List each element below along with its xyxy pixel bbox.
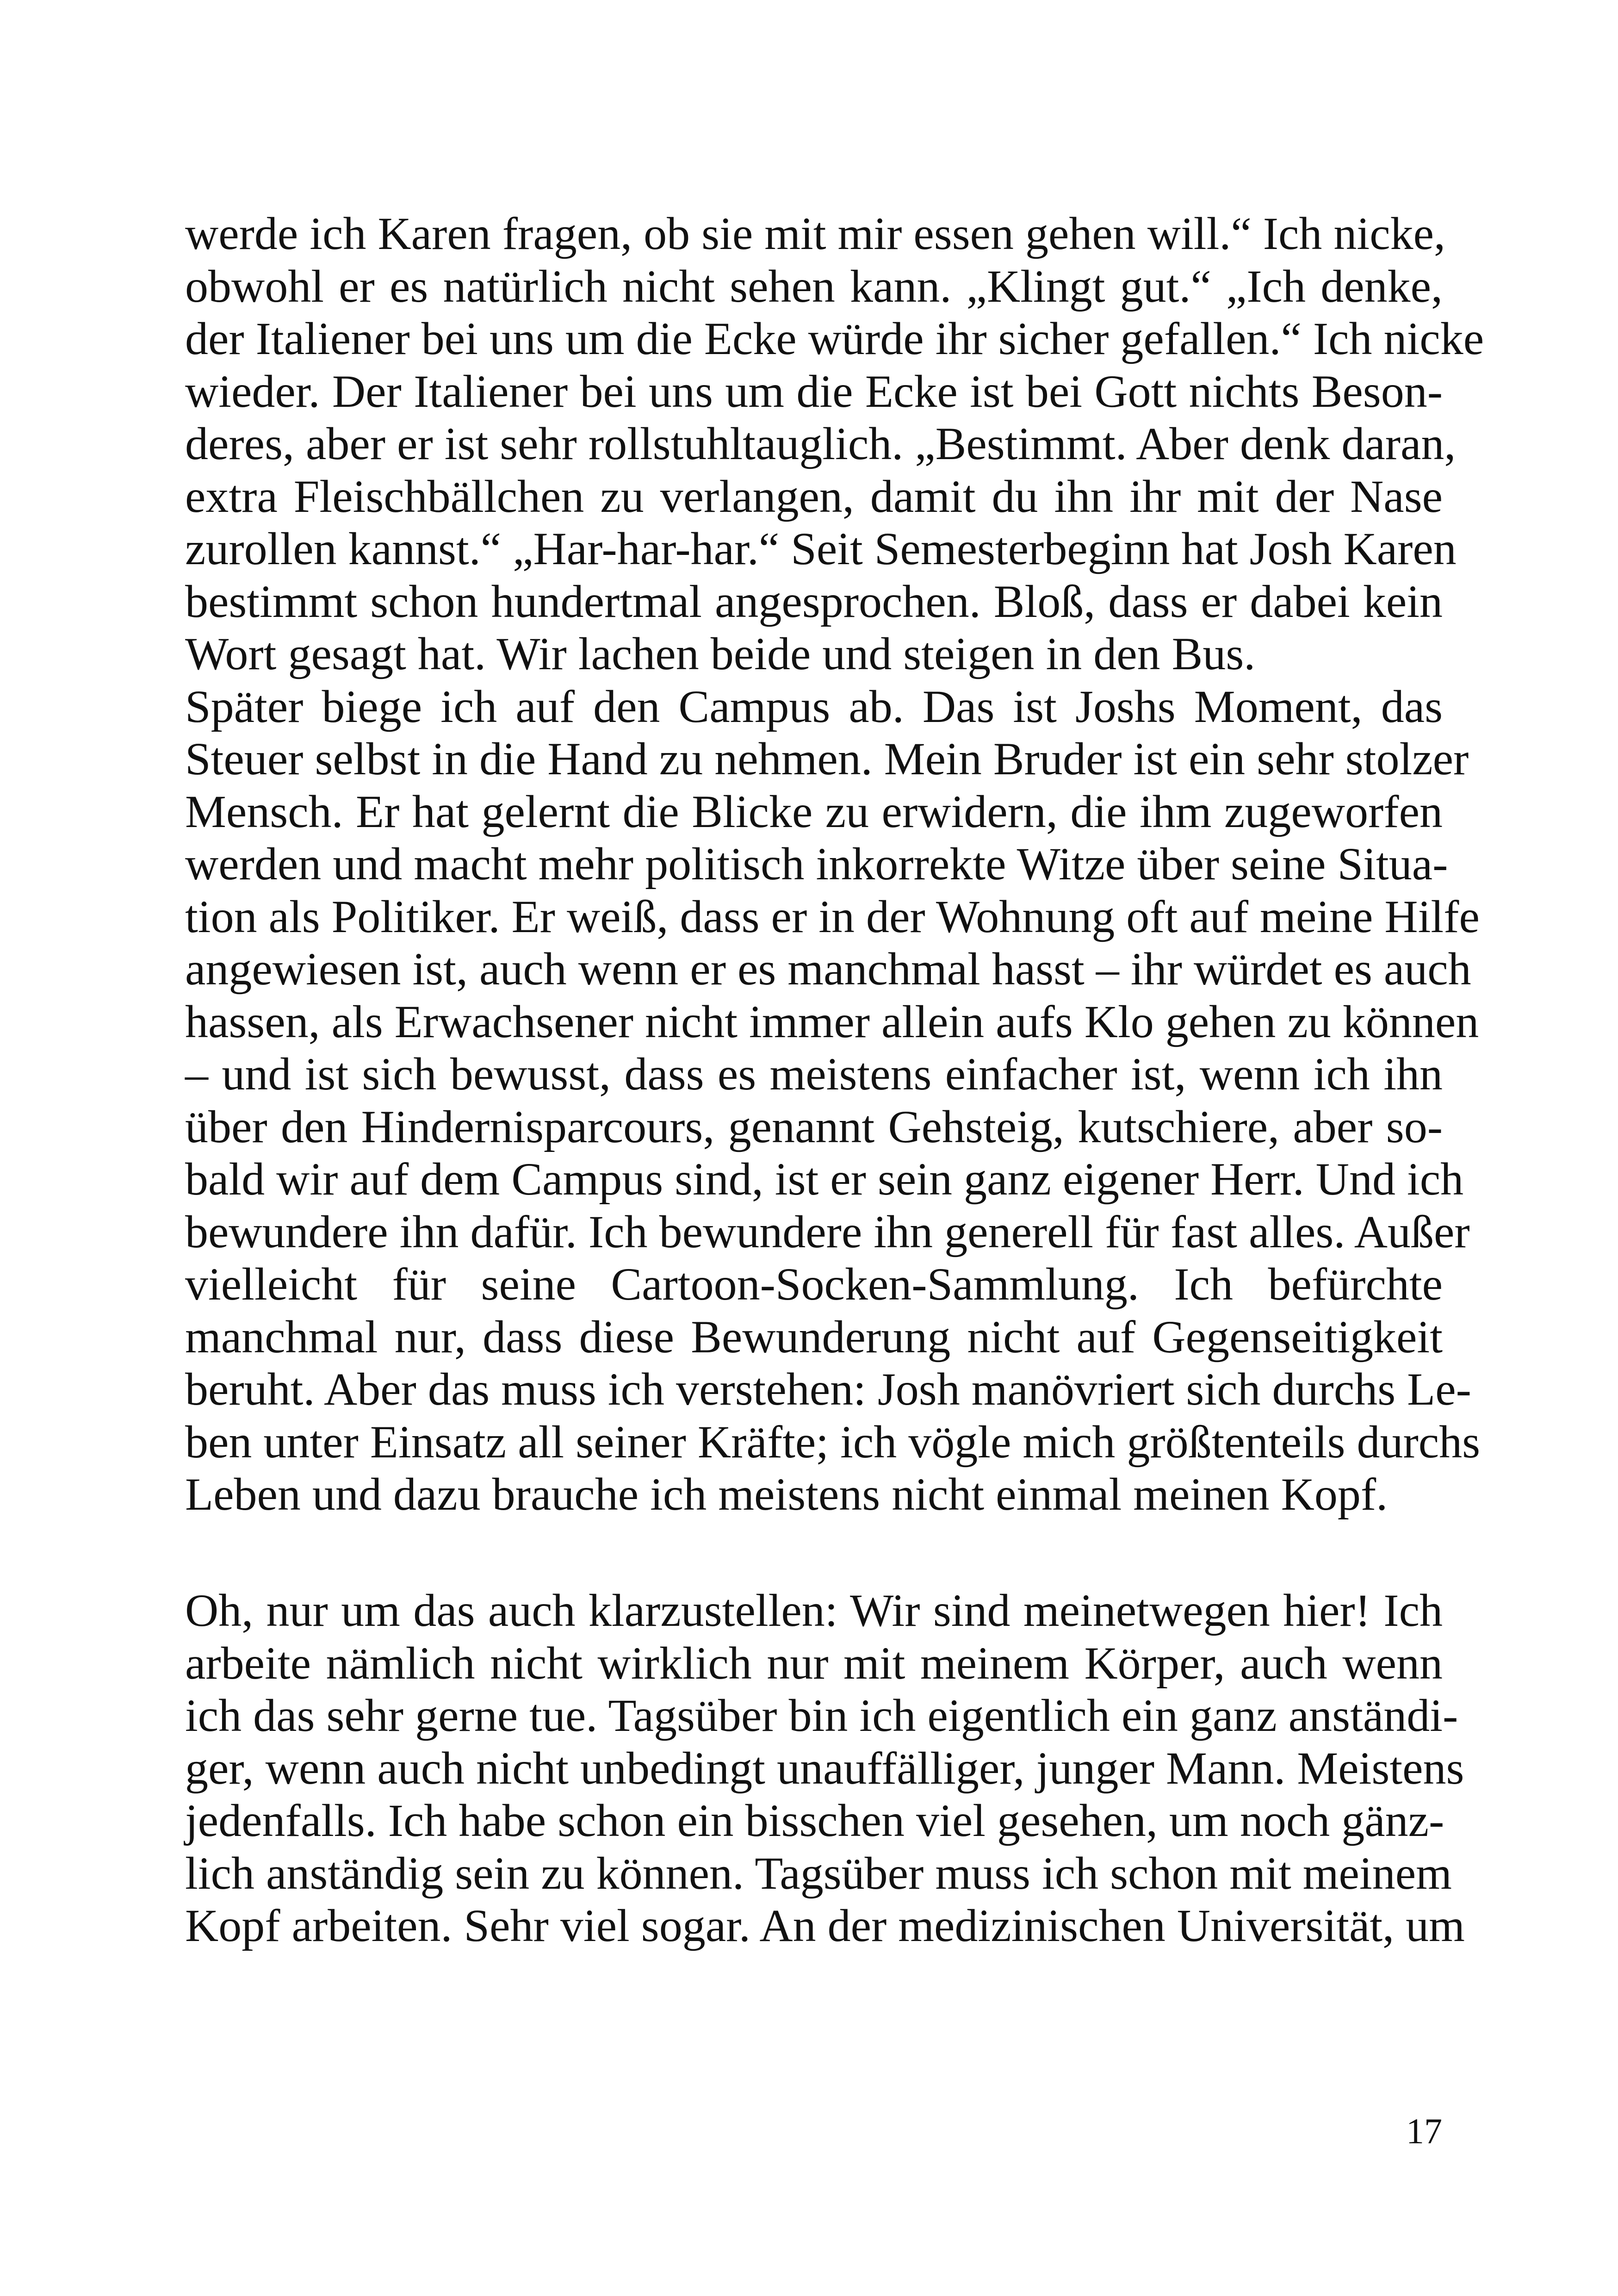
text-line: zurollen kannst.“ „Har-har-har.“ Seit Semesterbeginn hat Josh Karen <box>185 523 1457 574</box>
text-line: über den Hindernisparcours, genannt Gehsteig, kutschiere, aber so- <box>185 1101 1443 1152</box>
text-line: jedenfalls. Ich habe schon ein bisschen viel gesehen, um noch gänz- <box>185 1795 1444 1846</box>
text-line: obwohl er es natürlich nicht sehen kann. „Klingt gut.“ „Ich denke, <box>185 260 1443 312</box>
text-line: vielleicht für seine Cartoon-Socken-Sammlung. Ich befürchte <box>185 1258 1443 1310</box>
paragraph-2 <box>185 1584 1465 1952</box>
text-line: ger, wenn auch nicht unbedingt unauffälliger, junger Mann. Meistens <box>185 1742 1464 1794</box>
text-line: werden und macht mehr politisch inkorrekte Witze über seine Situa- <box>185 838 1448 890</box>
text-line: hassen, als Erwachsener nicht immer allein aufs Klo gehen zu können <box>185 996 1479 1047</box>
text-line: – und ist sich bewusst, dass es meistens einfacher ist, wenn ich ihn <box>185 1048 1443 1100</box>
text-line: lich anständig sein zu können. Tagsüber muss ich schon mit meinem <box>185 1847 1452 1899</box>
text-line: beruht. Aber das muss ich verstehen: Josh manövriert sich durchs Le- <box>185 1363 1471 1415</box>
text-line: Wort gesagt hat. Wir lachen beide und steigen in den Bus. <box>185 628 1256 679</box>
text-line: Leben und dazu brauche ich meistens nicht einmal meinen Kopf. <box>185 1468 1388 1520</box>
text-line: tion als Politiker. Er weiß, dass er in der Wohnung oft auf meine Hilfe <box>185 890 1480 942</box>
text-line: werde ich Karen fragen, ob sie mit mir essen gehen will.“ Ich nicke, <box>185 208 1445 259</box>
text-line: angewiesen ist, auch wenn er es manchmal hasst – ihr würdet es auch <box>185 943 1471 995</box>
text-line: wieder. Der Italiener bei uns um die Ecke ist bei Gott nichts Beson- <box>185 365 1443 417</box>
page-number: 17 <box>1406 2111 1442 2151</box>
text-line: extra Fleischbällchen zu verlangen, damit du ihn ihr mit der Nase <box>185 470 1443 522</box>
text-line: deres, aber er ist sehr rollstuhltauglich. „Bestimmt. Aber denk daran, <box>185 418 1456 469</box>
text-line: Steuer selbst in die Hand zu nehmen. Mein Bruder ist ein sehr stolzer <box>185 733 1469 784</box>
text-line: ich das sehr gerne tue. Tagsüber bin ich eigentlich ein ganz anständi- <box>185 1690 1458 1741</box>
text-line: Mensch. Er hat gelernt die Blicke zu erwidern, die ihm zugeworfen <box>185 785 1443 837</box>
text-line: manchmal nur, dass diese Bewunderung nicht auf Gegenseitigkeit <box>185 1311 1443 1363</box>
text-line: der Italiener bei uns um die Ecke würde ihr sicher gefallen.“ Ich nicke <box>185 313 1484 364</box>
text-line: bewundere ihn dafür. Ich bewundere ihn generell für fast alles. Außer <box>185 1206 1470 1257</box>
paragraph-1 <box>185 207 1484 1521</box>
text-line: arbeite nämlich nicht wirklich nur mit meinem Körper, auch wenn <box>185 1637 1443 1689</box>
text-line: Oh, nur um das auch klarzustellen: Wir sind meinetwegen hier! Ich <box>185 1585 1443 1636</box>
text-line: bestimmt schon hundertmal angesprochen. Bloß, dass er dabei kein <box>185 575 1443 627</box>
text-line: Kopf arbeiten. Sehr viel sogar. An der medizinischen Universität, um <box>185 1900 1465 1951</box>
text-line: ben unter Einsatz all seiner Kräfte; ich vögle mich größtenteils durchs <box>185 1416 1481 1468</box>
text-line: Später biege ich auf den Campus ab. Das ist Joshs Moment, das <box>185 680 1443 732</box>
text-line: bald wir auf dem Campus sind, ist er sein ganz eigener Herr. Und ich <box>185 1153 1464 1205</box>
